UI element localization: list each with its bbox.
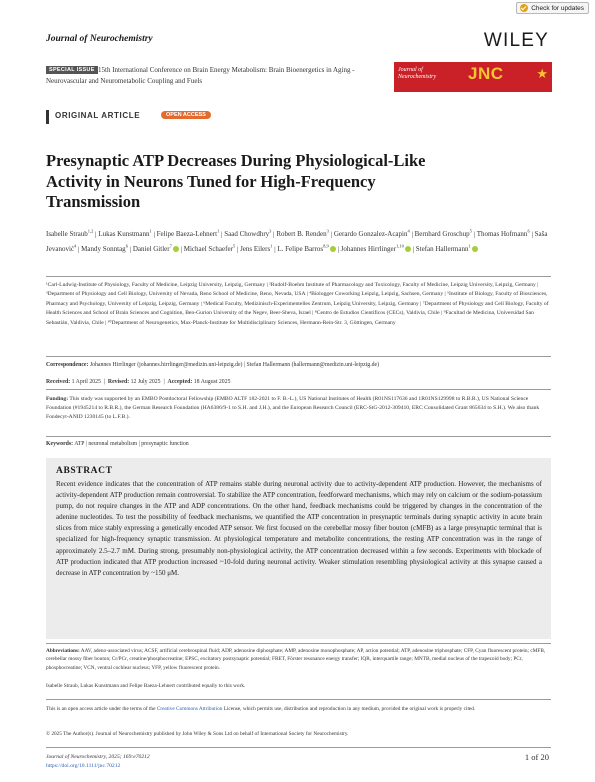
article-title: Presynaptic ATP Decreases During Physiological-Like Activity in Neurons Tuned for High-Frequency Transmission — [46, 151, 426, 211]
author: Michael Schaefer$^5$ — [183, 243, 236, 253]
copyright: © 2025 The Author(s). Journal of Neurochemistry published by John Wiley & Sons Ltd on behalf of International Society for Neurochemistry. — [46, 731, 349, 737]
author: Felipe Baeza-Lehnert$^1$ — [156, 229, 220, 239]
divider — [46, 356, 551, 357]
check-for-updates-button[interactable] — [516, 2, 589, 14]
abstract-heading: ABSTRACT — [56, 466, 113, 476]
creative-commons-link[interactable]: Creative Commons Attribution — [156, 706, 223, 712]
star-icon: ★ — [536, 66, 548, 81]
doi-link[interactable]: https://doi.org/10.1111/jnc.70212 — [46, 762, 121, 769]
open-access-badge: OPEN ACCESS — [161, 111, 211, 119]
citation — [46, 753, 150, 770]
author: Gerardo Gonzalez-Acapin$^4$ — [333, 229, 410, 239]
abstract-text: Recent evidence indicates that the concentration of ATP remains stable during neuronal activity due to activity-dependent ATP production. However, the mechanisms of activity-dependent ATP production remain controversial. To stabilize the ATP concentration, feedforward mechanisms, which may rely on calcium or the sodium-potassium pump, do not require changes in the ATP and ADP concentrations. On the other hand, feedback mechanisms could be triggered by changes in the concentration of the adenine nucleotides. To test the possibility of feedback mechanisms, we quantified the ATP concentration in presynaptic terminals during synaptic activity in acute brain slices from mice stably expressing a genetically encoded ATP sensor. We first focused on the cerebellar mossy fiber bouton (cMFB) as a large presynaptic terminal that is specialized for high-frequency synaptic transmission. At physiological temperature and metabolite concentrations, the resting ATP concentration was in the range of approximately 2.5–2.7 mM. During strong, presumably non-physiological activity, the ATP concentration decreased within a few seconds. Experiments with blockade of ATP production indicated that ATP production increased ~10-fold during neuronal activity. Weaker stimulation resembling physiological activity at this synapse caused a decrease in ATP concentration by ~150 μM. — [56, 480, 542, 577]
article-type-bar — [46, 110, 49, 124]
check-for-updates-label: Check for updates — [531, 4, 584, 12]
orcid-icon[interactable] — [405, 246, 411, 252]
jnc-logo: JNC — [468, 64, 504, 83]
divider — [46, 389, 551, 390]
author: Lukas Kunstmann$^1$ — [98, 229, 152, 239]
abbreviations: Abbreviations: AAV, adeno-associated virus; ACSF, artificial cerebrospinal fluid; ADP, adenosine diphosphate; AMP, adenosine monophosphate; AP, action potential; ATP, adenosine triphosphate; CFP, Cyan fluorescent protein; cMFB, cerebellar mossy fiber bouton; Cr/PCr, creatine/phosphocreatine; EPSC, excitatory postsynaptic potential; FRET, Förster resonance energy transfer; IQR, interquartile range; MNTB, medial nucleus of the trapezoid body; PCr, phosphocreatine; VCN, ventral cochlear nucleus; YFP, yellow fluorescent protein. — [46, 648, 546, 671]
funding: Funding: This study was supported by an EMBO Postdoctoral Fellowship (EMBO ALTF 182-2021 to F. B.-L.), US National Institutes of Health (R01NS117636 and 1R01NS129998 to R.B.R.), US National Science Foundation (#1945214 to R.B.R.), the German Research Foundation (HA6386/9-1 to S.H. and J.H.), and the European Research Council (ERC-StG-2012-309410, ERC Consolidated Grant 865634 to S.H.). We also thank Fondecyt-ANID 1230145 (to L.F.B.). — [46, 396, 540, 421]
divider — [46, 699, 551, 700]
license-text: This is an open access article under the terms of the Creative Commons Attribution License, which permits use, distribution and reproduction in any medium, provided the original work is properly cited. — [46, 706, 476, 712]
author-list: Isabelle Straub$^{1,2}$ | Lukas Kunstmann$^1$ | Felipe Baeza-Lehnert$^1$ | Saad Chowdhry$^3$ | Robert B. Renden$^3$ | Gerardo Gonzalez-Acapin$^4$ | Bernhard Groschup$^5$ | Thomas Hofmann$^6$ | Saša Jevanović$^4$ | Mandy Sonntag$^6$ | Daniel Gitler$^7$ | Michael Schaefer$^5$ | Jens Eilers$^1$ | L. Felipe Barros$^{8,9}$ | Johannes Hirrlinger$^{1,10}$ | Stefan Hallermann$^1$ — [46, 229, 548, 253]
special-issue-badge: SPECIAL ISSUE — [46, 66, 98, 74]
author: L. Felipe Barros$^{8,9}$ — [277, 245, 335, 253]
correspondence: Correspondence: Johannes Hirrlinger (johannes.hirrlinger@medizin.uni-leipzig.de) | Stefan Hallermann (hallermann@medizin.uni-leipzig.de) — [46, 362, 380, 368]
divider — [46, 436, 551, 437]
author: Mandy Sonntag$^6$ — [81, 243, 128, 253]
author: Saša Jevanović$^4$ — [46, 230, 548, 253]
journal-banner-title: Journal of Neurochemistry — [398, 67, 437, 80]
journal-name: Journal of Neurochemistry — [46, 34, 153, 44]
orcid-icon[interactable] — [173, 246, 179, 252]
author: Robert B. Renden$^3$ — [276, 229, 329, 239]
divider — [46, 747, 551, 748]
special-issue-text: 15th International Conference on Brain Energy Metabolism: Brain Bioenergetics in Aging - Neurovascular and Neurometabolic Coupling and Fuels — [46, 66, 355, 85]
author: Saad Chowdhry$^3$ — [224, 229, 272, 239]
divider — [46, 276, 551, 277]
check-updates-icon — [520, 4, 528, 12]
article-dates: Received: 1 April 2025 | Revised: 12 July 2025 | Accepted: 18 August 2025 — [46, 379, 231, 385]
page-number: 1 of 20 — [524, 752, 549, 762]
equal-contribution-note: Isabelle Straub, Lukas Kunstmann and Felipe Baeza-Lehnert contributed equally to this work. — [46, 683, 246, 689]
author: Jens Eilers$^1$ — [240, 243, 273, 253]
author: Thomas Hofmann$^6$ — [476, 229, 530, 239]
author: Isabelle Straub$^{1,2}$ — [46, 229, 94, 239]
citation-journal: Journal of Neurochemistry, 2025; 169:e70212 — [46, 754, 150, 760]
author: Daniel Gitler$^7$ — [133, 245, 179, 253]
orcid-icon[interactable] — [472, 246, 478, 252]
keywords: Keywords: ATP | neuronal metabolism | presynaptic function — [46, 441, 189, 447]
orcid-icon[interactable] — [330, 246, 336, 252]
journal-banner — [394, 62, 552, 92]
author: Johannes Hirrlinger$^{1,10}$ — [341, 245, 411, 253]
publisher-logo: WILEY — [483, 30, 549, 51]
divider — [46, 643, 551, 644]
author: Bernhard Groschup$^5$ — [414, 229, 472, 239]
author: Stefan Hallermann$^1$ — [416, 245, 478, 253]
article-type: ORIGINAL ARTICLE — [55, 111, 141, 120]
affiliations: ¹Carl-Ludwig-Institute of Physiology, Faculty of Medicine, Leipzig University, Leipzig, Germany | ²Rudolf-Boehm Institute of Pharmacology and Toxicology, Faculty of Medicine, Leipzig University, Leipzig, Germany | ³Department of Physiology and Cell Biology, University of Nevada, Reno School of Medicine, Reno, Nevada, USA | ⁴Biologger Coworking Leipzig, Leipzig, Sachsen, Germany | ⁵Institute of Biology, Faculty of Biosciences, Pharmacy and Psychology, University of Leipzig, Leipzig, Germany | ⁶Medical Faculty, Medizinisch-Experimentelles Zentrum, Leipzig University, Leipzig, Germany | ⁷Department of Physiology and Cell Biology, Faculty of Health Sciences and School of Brain Sciences and Cognition, Ben-Gurion University of the Negev, Beer-Sheva, Israel | ⁸Centro de Estudios Científicos (CECs), Valdivia, Chile | ⁹Facultad de Medicina, Universidad San Sebastián, Valdivia, Chile | ¹⁰Department of Neurogenetics, Max-Planck-Institute for Multidisciplinary Sciences, Hermann-Rein-Str. 3, Göttingen, Germany — [46, 282, 549, 326]
